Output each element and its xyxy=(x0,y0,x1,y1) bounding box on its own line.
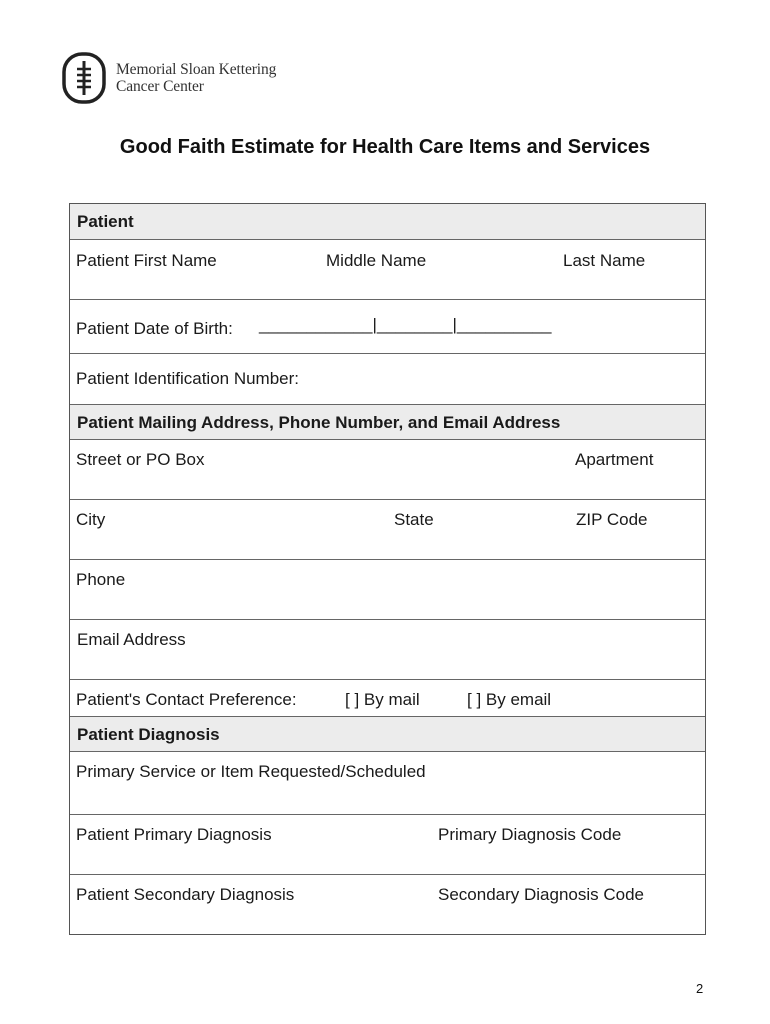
zip-label: ZIP Code xyxy=(576,510,648,529)
estimate-form xyxy=(69,203,706,935)
street-label: Street or PO Box xyxy=(76,450,205,469)
section-title-diagnosis: Patient Diagnosis xyxy=(77,725,220,744)
section-title-patient: Patient xyxy=(77,212,134,231)
section-header-address xyxy=(70,404,705,439)
msk-logo xyxy=(62,52,276,104)
patient-id-label: Patient Identification Number: xyxy=(76,369,300,388)
dob-field[interactable]: ____________|________|__________ xyxy=(259,315,552,334)
phone-row[interactable] xyxy=(70,559,705,619)
apartment-label: Apartment xyxy=(575,450,654,469)
logo-line-1: Memorial Sloan Kettering xyxy=(116,61,277,78)
logo-line-2: Cancer Center xyxy=(116,78,204,95)
section-title-address: Patient Mailing Address, Phone Number, and Email Address xyxy=(77,413,561,432)
secondary-diagnosis-label: Patient Secondary Diagnosis xyxy=(76,885,295,904)
contact-preference-row xyxy=(70,679,705,716)
logo-text xyxy=(116,61,276,95)
primary-diagnosis-code-label: Primary Diagnosis Code xyxy=(438,825,622,844)
secondary-diagnosis-code-label: Secondary Diagnosis Code xyxy=(438,885,645,904)
by-email-checkbox[interactable]: [ ] By email xyxy=(467,690,552,709)
page-title: Good Faith Estimate for Health Care Items and Services xyxy=(119,136,651,158)
primary-service-label: Primary Service or Item Requested/Scheduled xyxy=(76,762,426,781)
primary-diagnosis-row[interactable] xyxy=(70,814,705,874)
msk-logo-icon xyxy=(62,52,106,104)
middle-name-label: Middle Name xyxy=(326,251,427,270)
dob-label: Patient Date of Birth: xyxy=(76,319,233,338)
primary-service-row[interactable] xyxy=(70,751,705,814)
email-label: Email Address xyxy=(77,630,186,649)
email-row[interactable] xyxy=(70,619,705,679)
primary-diagnosis-label: Patient Primary Diagnosis xyxy=(76,825,272,844)
street-row[interactable] xyxy=(70,439,705,499)
page-number: 2 xyxy=(696,981,704,996)
patient-id-row[interactable] xyxy=(70,353,705,404)
phone-label: Phone xyxy=(76,570,126,589)
dob-row[interactable] xyxy=(70,299,705,353)
secondary-diagnosis-row[interactable] xyxy=(70,874,705,934)
section-header-diagnosis xyxy=(70,716,705,751)
first-name-label: Patient First Name xyxy=(76,251,217,270)
city-row[interactable] xyxy=(70,499,705,559)
contact-preference-label: Patient's Contact Preference: xyxy=(76,690,297,709)
by-mail-checkbox[interactable]: [ ] By mail xyxy=(345,690,420,709)
section-header-patient xyxy=(70,204,705,239)
city-label: City xyxy=(76,510,106,529)
name-row[interactable] xyxy=(70,239,705,299)
last-name-label: Last Name xyxy=(563,251,646,270)
state-label: State xyxy=(394,510,434,529)
